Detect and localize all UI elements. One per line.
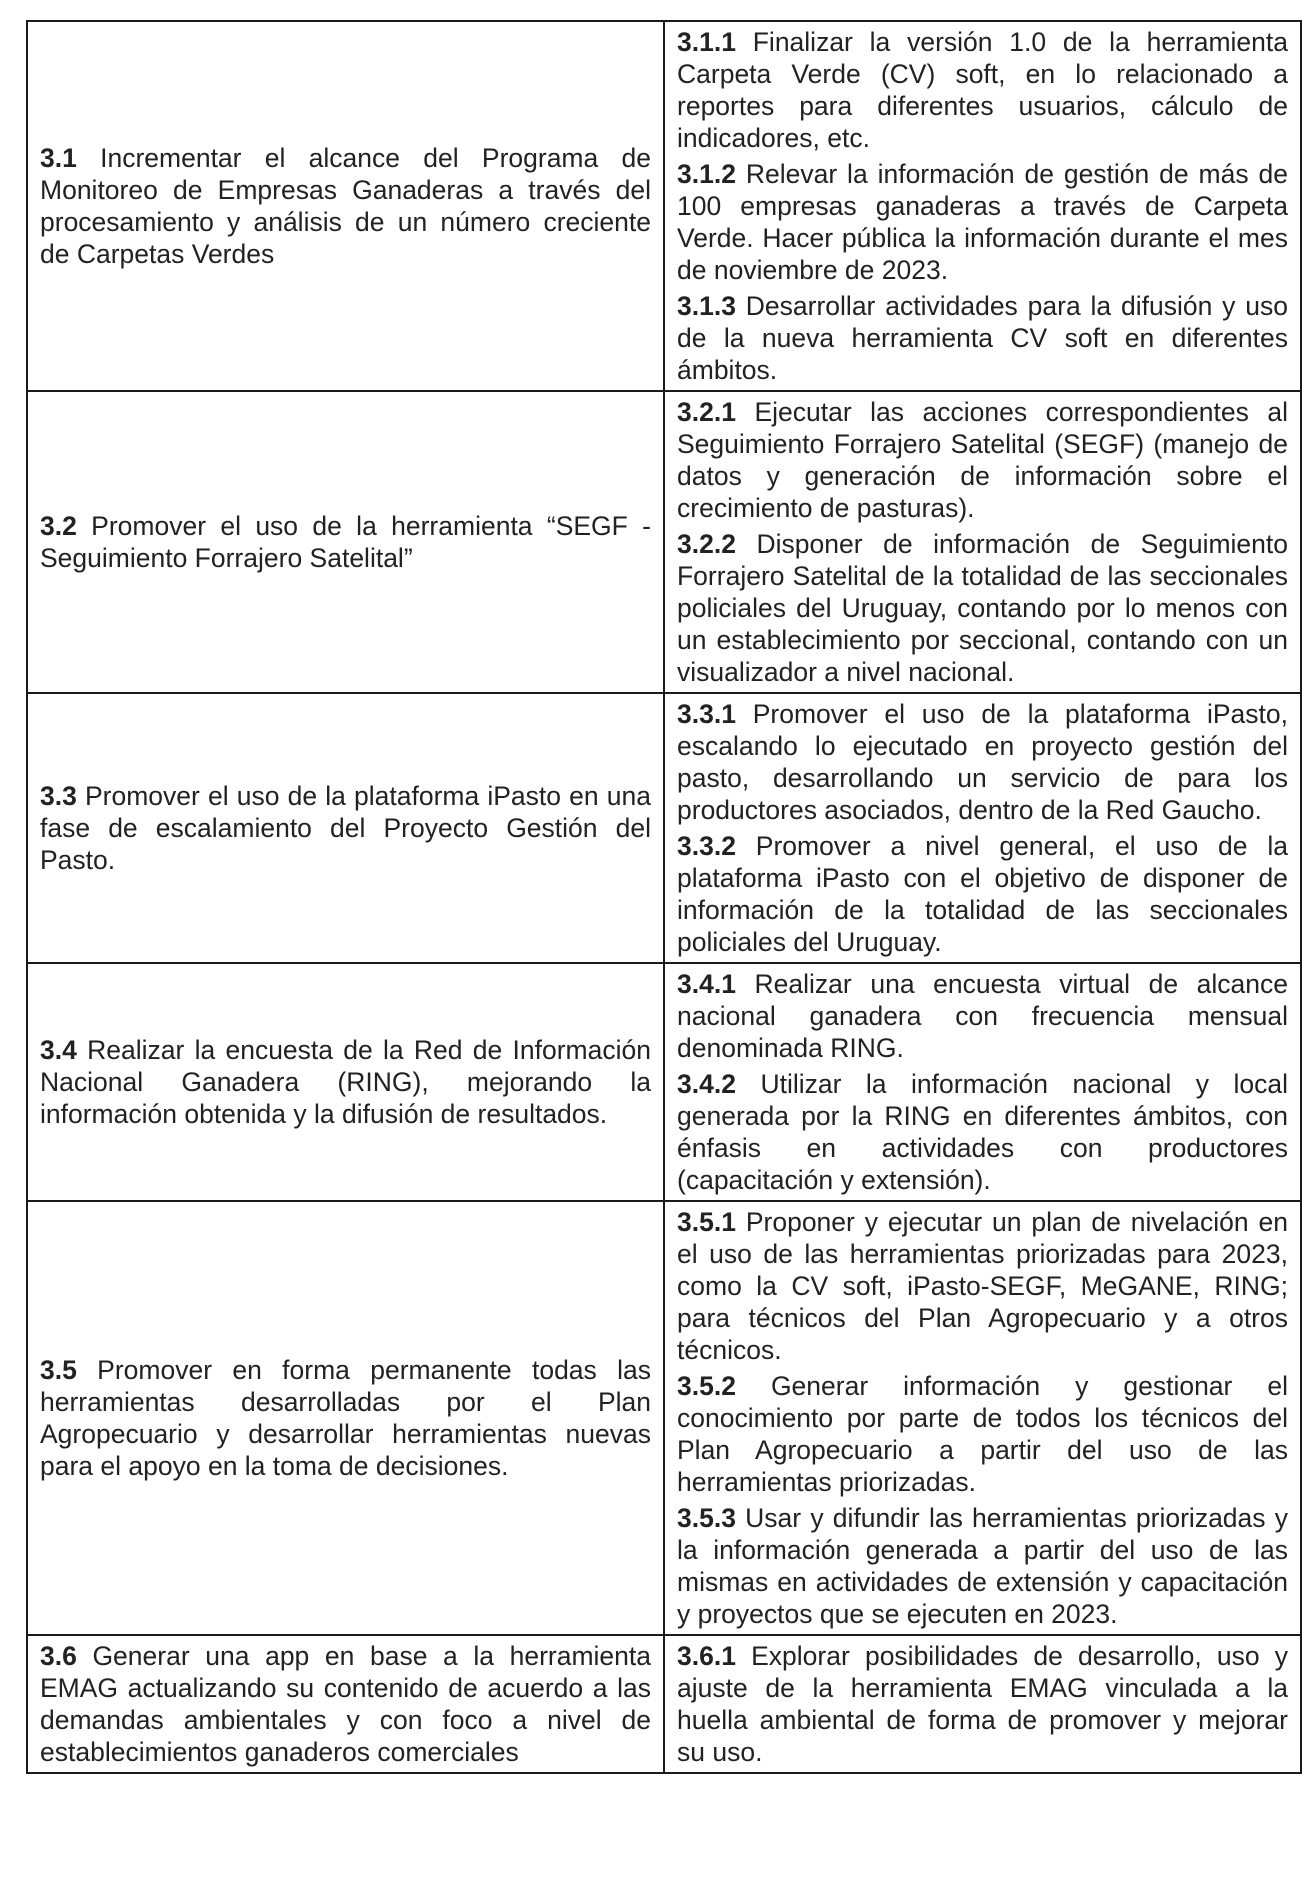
objective-cell (27, 1635, 664, 1773)
action-number: 3.3.2 (677, 831, 736, 861)
objective-cell (27, 21, 664, 391)
action-description: Utilizar la información nacional y local generada por la RING en diferentes ámbitos, con énfasis en actividades con productores (capacitación y extensión). (677, 1069, 1288, 1195)
action-description: Proponer y ejecutar un plan de nivelación en el uso de las herramientas priorizadas para 2023, como la CV soft, iPasto-SEGF, MeGANE, RING; para técnicos del Plan Agropecuario y a otros técnicos. (677, 1207, 1288, 1365)
table-row (27, 963, 1301, 1201)
objective-description: Promover el uso de la herramienta “SEGF - Seguimiento Forrajero Satelital” (40, 511, 651, 573)
objective-text (40, 780, 651, 876)
action-item (677, 1640, 1288, 1768)
objective-cell (27, 391, 664, 693)
action-number: 3.5.2 (677, 1371, 736, 1401)
action-item (677, 968, 1288, 1064)
actions-cell (664, 21, 1301, 391)
action-description: Generar información y gestionar el conocimiento por parte de todos los técnicos del Plan Agropecuario a partir del uso de las herramientas priorizadas. (677, 1371, 1288, 1497)
objective-cell (27, 963, 664, 1201)
objective-cell (27, 1201, 664, 1635)
action-description: Promover a nivel general, el uso de la plataforma iPasto con el objetivo de disponer de información de la totalidad de las seccionales policiales del Uruguay. (677, 831, 1288, 957)
table-row (27, 391, 1301, 693)
actions-cell (664, 1201, 1301, 1635)
action-description: Desarrollar actividades para la difusión y uso de la nueva herramienta CV soft en diferentes ámbitos. (677, 291, 1288, 385)
actions-cell (664, 963, 1301, 1201)
action-item (677, 1206, 1288, 1366)
objective-cell (27, 693, 664, 963)
action-item (677, 698, 1288, 826)
objective-text (40, 1034, 651, 1130)
objective-text (40, 1640, 651, 1768)
action-description: Promover el uso de la plataforma iPasto, escalando lo ejecutado en proyecto gestión del pasto, desarrollando un servicio de para los productores asociados, dentro de la Red Gaucho. (677, 699, 1288, 825)
action-item (677, 830, 1288, 958)
action-number: 3.3.1 (677, 699, 736, 729)
action-description: Ejecutar las acciones correspondientes al Seguimiento Forrajero Satelital (SEGF) (manejo de datos y generación de información sobre el crecimiento de pasturas). (677, 397, 1288, 523)
action-item (677, 1370, 1288, 1498)
action-description: Relevar la información de gestión de más de 100 empresas ganaderas a través de Carpeta Verde. Hacer pública la información durante el mes de noviembre de 2023. (677, 159, 1288, 285)
objective-description: Promover el uso de la plataforma iPasto en una fase de escalamiento del Proyecto Gestión del Pasto. (40, 781, 651, 875)
table-row (27, 21, 1301, 391)
objectives-table-body (27, 21, 1301, 1773)
objective-number: 3.4 (40, 1035, 77, 1065)
action-number: 3.2.2 (677, 529, 736, 559)
table-row (27, 1201, 1301, 1635)
actions-cell (664, 1635, 1301, 1773)
action-number: 3.1.1 (677, 27, 736, 57)
objectives-table (26, 20, 1302, 1774)
action-item (677, 1068, 1288, 1196)
table-row (27, 693, 1301, 963)
action-number: 3.6.1 (677, 1641, 736, 1671)
action-item (677, 1502, 1288, 1630)
objective-text (40, 510, 651, 574)
objective-number: 3.1 (40, 143, 77, 173)
objective-number: 3.5 (40, 1355, 77, 1385)
objective-number: 3.2 (40, 511, 77, 541)
action-number: 3.1.3 (677, 291, 736, 321)
action-number: 3.2.1 (677, 397, 736, 427)
objective-description: Promover en forma permanente todas las herramientas desarrolladas por el Plan Agropecuario y desarrollar herramientas nuevas para el apoyo en la toma de decisiones. (40, 1355, 651, 1481)
objective-number: 3.6 (40, 1641, 77, 1671)
objective-text (40, 142, 651, 270)
action-number: 3.5.1 (677, 1207, 736, 1237)
actions-cell (664, 693, 1301, 963)
action-description: Finalizar la versión 1.0 de la herramienta Carpeta Verde (CV) soft, en lo relacionado a reportes para diferentes usuarios, cálculo de indicadores, etc. (677, 27, 1288, 153)
action-description: Disponer de información de Seguimiento Forrajero Satelital de la totalidad de las seccionales policiales del Uruguay, contando por lo menos con un establecimiento por seccional, contando con un visualizador a nivel nacional. (677, 529, 1288, 687)
action-number: 3.5.3 (677, 1503, 736, 1533)
objective-description: Generar una app en base a la herramienta EMAG actualizando su contenido de acuerdo a las demandas ambientales y con foco a nivel de establecimientos ganaderos comerciales (40, 1641, 651, 1767)
action-item (677, 528, 1288, 688)
objective-text (40, 1354, 651, 1482)
action-description: Realizar una encuesta virtual de alcance nacional ganadera con frecuencia mensual denominada RING. (677, 969, 1288, 1063)
objective-description: Realizar la encuesta de la Red de Información Nacional Ganadera (RING), mejorando la información obtenida y la difusión de resultados. (40, 1035, 651, 1129)
actions-cell (664, 391, 1301, 693)
objective-number: 3.3 (40, 781, 77, 811)
action-number: 3.4.2 (677, 1069, 736, 1099)
action-number: 3.4.1 (677, 969, 736, 999)
action-description: Explorar posibilidades de desarrollo, uso y ajuste de la herramienta EMAG vinculada a la huella ambiental de forma de promover y mejorar su uso. (677, 1641, 1288, 1767)
action-item (677, 396, 1288, 524)
action-item (677, 26, 1288, 154)
objective-description: Incrementar el alcance del Programa de Monitoreo de Empresas Ganaderas a través del procesamiento y análisis de un número creciente de Carpetas Verdes (40, 143, 651, 269)
action-number: 3.1.2 (677, 159, 736, 189)
table-row (27, 1635, 1301, 1773)
action-item (677, 158, 1288, 286)
action-item (677, 290, 1288, 386)
action-description: Usar y difundir las herramientas priorizadas y la información generada a partir del uso de las mismas en actividades de extensión y capacitación y proyectos que se ejecuten en 2023. (677, 1503, 1288, 1629)
